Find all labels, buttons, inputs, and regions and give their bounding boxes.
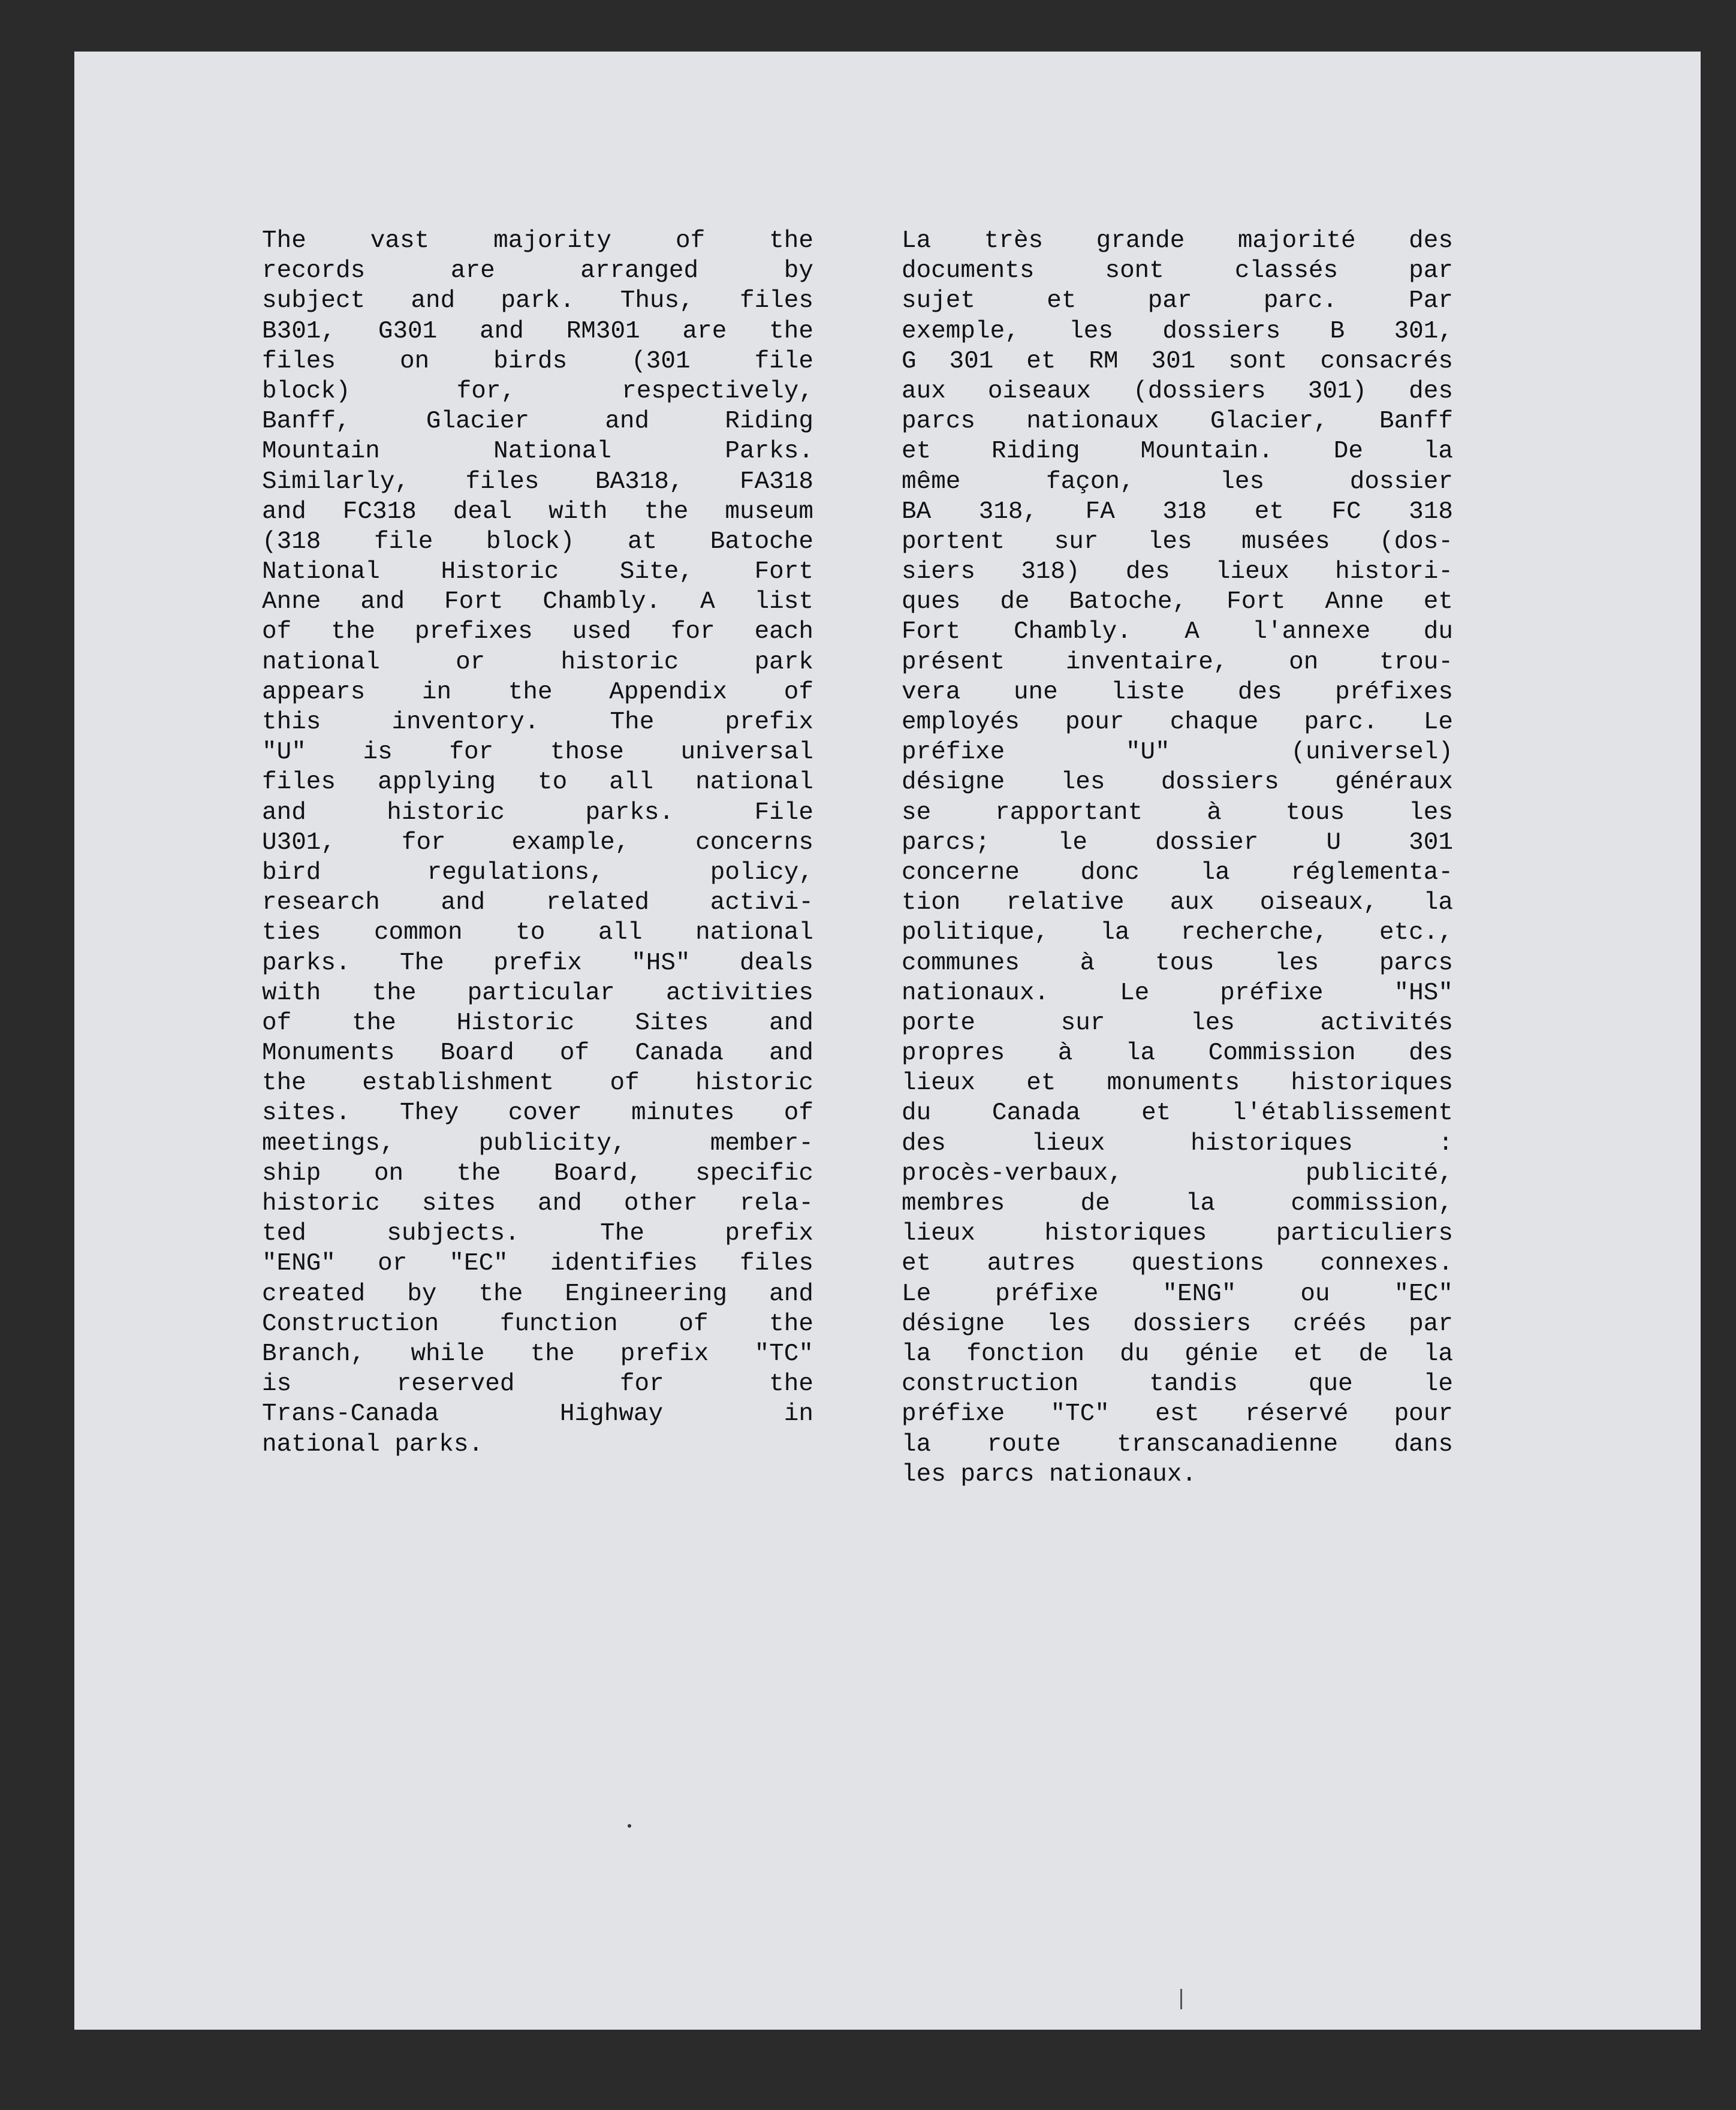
text-line: National Historic Site, Fort — [262, 558, 813, 586]
text-line: meetings, publicity, member- — [262, 1129, 813, 1158]
text-line: et autres questions connexes. — [902, 1250, 1453, 1278]
text-line: ques de Batoche, Fort Anne et — [902, 588, 1453, 616]
text-line: "ENG" or "EC" identifies files — [262, 1250, 813, 1278]
text-line: files applying to all national — [262, 768, 813, 797]
text-line: parcs; le dossier U 301 — [902, 828, 1453, 857]
text-line: the establishment of historic — [262, 1069, 813, 1098]
text-line: préfixe "U" (universel) — [902, 739, 1453, 767]
text-line: The vast majority of the — [262, 227, 813, 255]
text-line: parks. The prefix "HS" deals — [262, 949, 813, 977]
text-line: les parcs nationaux. — [902, 1460, 1197, 1488]
text-line: U301, for example, concerns — [262, 828, 813, 857]
text-line: with the particular activities — [262, 979, 813, 1007]
text-line: bird regulations, policy, — [262, 858, 813, 887]
text-line: aux oiseaux (dossiers 301) des — [902, 377, 1453, 405]
text-line: porte sur les activités — [902, 1009, 1453, 1037]
english-text-column — [262, 226, 813, 1460]
text-line: préfixe "TC" est réservé pour — [902, 1400, 1453, 1428]
text-line: propres à la Commission des — [902, 1039, 1453, 1068]
text-line: documents sont classés par — [902, 257, 1453, 285]
text-line: même façon, les dossier — [902, 468, 1453, 496]
text-line: procès-verbaux, publicité, — [902, 1159, 1453, 1187]
text-line: construction tandis que le — [902, 1370, 1453, 1398]
text-line: this inventory. The prefix — [262, 709, 813, 736]
document-page — [74, 52, 1701, 2030]
text-line: Similarly, files BA318, FA318 — [262, 468, 813, 496]
text-line: concerne donc la réglementa- — [902, 858, 1453, 887]
french-text-column — [902, 226, 1453, 1490]
text-line: created by the Engineering and — [262, 1280, 813, 1308]
text-line: et Riding Mountain. De la — [902, 438, 1453, 466]
text-line: block) for, respectively, — [262, 377, 813, 405]
text-line: Trans-Canada Highway in — [262, 1400, 813, 1428]
text-line: portent sur les musées (dos- — [902, 528, 1453, 556]
text-line: of the prefixes used for each — [262, 618, 813, 646]
text-line: national parks. — [262, 1430, 484, 1458]
text-line: is reserved for the — [262, 1370, 813, 1398]
text-line: appears in the Appendix of — [262, 678, 813, 706]
text-line: research and related activi- — [262, 889, 813, 917]
text-line: la fonction du génie et de la — [902, 1340, 1453, 1368]
text-line: nationaux. Le préfixe "HS" — [902, 979, 1453, 1007]
text-line: Branch, while the prefix "TC" — [262, 1340, 813, 1368]
text-line: tion relative aux oiseaux, la — [902, 889, 1453, 917]
text-line: désigne les dossiers créés par — [902, 1310, 1453, 1338]
text-line: files on birds (301 file — [262, 347, 813, 375]
text-line: (318 file block) at Batoche — [262, 528, 813, 556]
text-line: subject and park. Thus, files — [262, 287, 813, 315]
text-line: exemple, les dossiers B 301, — [902, 317, 1453, 345]
text-line: siers 318) des lieux histori- — [902, 558, 1453, 586]
text-line: Anne and Fort Chambly. A list — [262, 588, 813, 616]
text-line: communes à tous les parcs — [902, 949, 1453, 977]
text-line: Banff, Glacier and Riding — [262, 408, 813, 436]
text-line: records are arranged by — [262, 257, 813, 285]
text-line: and historic parks. File — [262, 798, 813, 827]
text-line: historic sites and other rela- — [262, 1190, 813, 1217]
text-line: lieux historiques particuliers — [902, 1220, 1453, 1248]
text-line: Mountain National Parks. — [262, 438, 813, 466]
text-line: employés pour chaque parc. Le — [902, 709, 1453, 736]
text-line: Construction function of the — [262, 1310, 813, 1338]
scan-speck — [628, 1824, 631, 1828]
text-line: désigne les dossiers généraux — [902, 768, 1453, 797]
text-line: Le préfixe "ENG" ou "EC" — [902, 1280, 1453, 1308]
text-line: of the Historic Sites and — [262, 1009, 813, 1037]
text-line: national or historic park — [262, 648, 813, 676]
text-line: politique, la recherche, etc., — [902, 919, 1453, 947]
text-line: ties common to all national — [262, 919, 813, 947]
text-line: and FC318 deal with the museum — [262, 498, 813, 526]
text-line: des lieux historiques : — [902, 1129, 1453, 1158]
text-line: Fort Chambly. A l'annexe du — [902, 618, 1453, 646]
text-line: ted subjects. The prefix — [262, 1220, 813, 1248]
text-line: du Canada et l'établissement — [902, 1099, 1453, 1128]
text-line: B301, G301 and RM301 are the — [262, 317, 813, 345]
scan-mark — [1180, 1989, 1182, 2009]
text-line: parcs nationaux Glacier, Banff — [902, 408, 1453, 436]
text-line: sujet et par parc. Par — [902, 287, 1453, 315]
text-line: G 301 et RM 301 sont consacrés — [902, 347, 1453, 375]
text-line: sites. They cover minutes of — [262, 1099, 813, 1128]
text-line: présent inventaire, on trou- — [902, 648, 1453, 676]
text-line: BA 318, FA 318 et FC 318 — [902, 498, 1453, 526]
text-line: vera une liste des préfixes — [902, 678, 1453, 706]
text-line: la route transcanadienne dans — [902, 1430, 1453, 1458]
text-line: Monuments Board of Canada and — [262, 1039, 813, 1068]
text-line: La très grande majorité des — [902, 227, 1453, 255]
text-line: lieux et monuments historiques — [902, 1069, 1453, 1098]
text-line: membres de la commission, — [902, 1190, 1453, 1217]
text-line: "U" is for those universal — [262, 739, 813, 767]
text-line: ship on the Board, specific — [262, 1159, 813, 1187]
text-line: se rapportant à tous les — [902, 798, 1453, 827]
